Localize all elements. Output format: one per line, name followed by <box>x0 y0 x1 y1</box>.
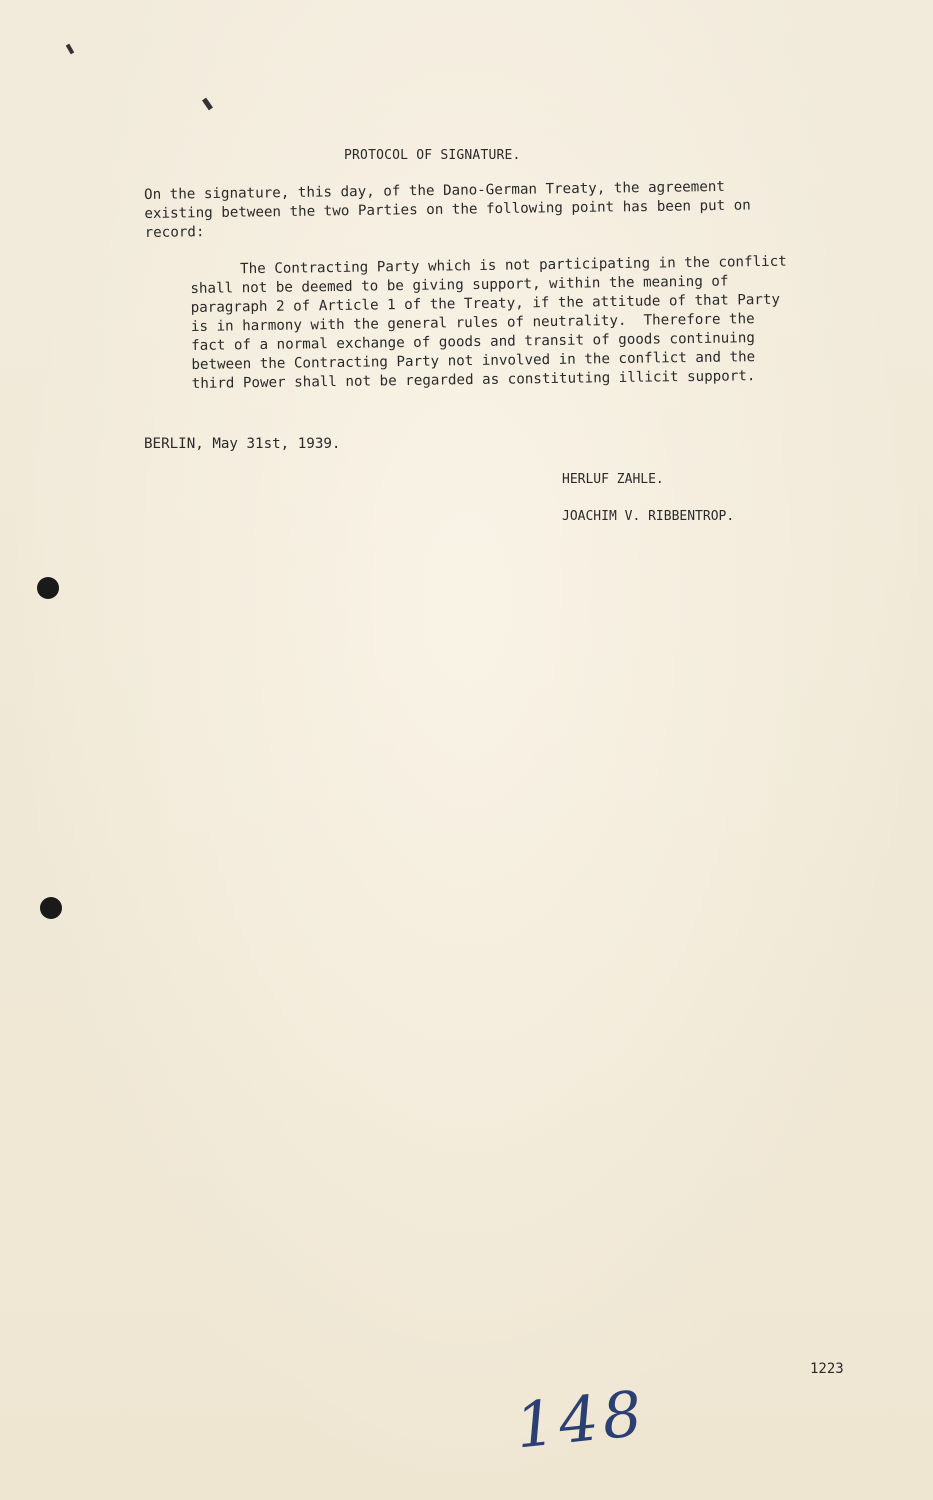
body-line: The Contracting Party which is not participating in the conflict <box>240 253 787 278</box>
intro-line: existing between the two Parties on the following point has been put on <box>144 197 751 222</box>
body-paragraph <box>190 253 788 394</box>
punch-hole <box>37 577 59 599</box>
signatory-ribbentrop: JOACHIM V. RIBBENTROP. <box>562 509 735 524</box>
body-line: third Power shall not be regarded as constituting illicit support. <box>191 368 756 392</box>
body-line: between the Contracting Party not involved in the conflict and the <box>191 349 756 373</box>
body-line: fact of a normal exchange of goods and transit of goods continuing <box>191 330 755 354</box>
intro-line: record: <box>144 224 205 241</box>
stray-mark <box>202 98 213 111</box>
body-line: paragraph 2 of Article 1 of the Treaty, if the attitude of that Party <box>190 291 781 316</box>
body-line: shall not be deemed to be giving support, within the meaning of <box>190 273 729 297</box>
intro-line: On the signature, this day, of the Dano-German Treaty, the agreement <box>144 178 726 203</box>
document-title: PROTOCOL OF SIGNATURE. <box>344 148 521 163</box>
intro-paragraph <box>144 178 751 243</box>
body-line: is in harmony with the general rules of neutrality. Therefore the <box>190 311 755 335</box>
punch-hole <box>40 897 62 919</box>
stray-mark <box>66 44 74 55</box>
handwritten-folio-number: 148 <box>512 1376 650 1463</box>
place-and-date: BERLIN, May 31st, 1939. <box>144 436 341 452</box>
page-number: 1223 <box>810 1361 844 1377</box>
signatory-zahle: HERLUF ZAHLE. <box>562 472 664 487</box>
